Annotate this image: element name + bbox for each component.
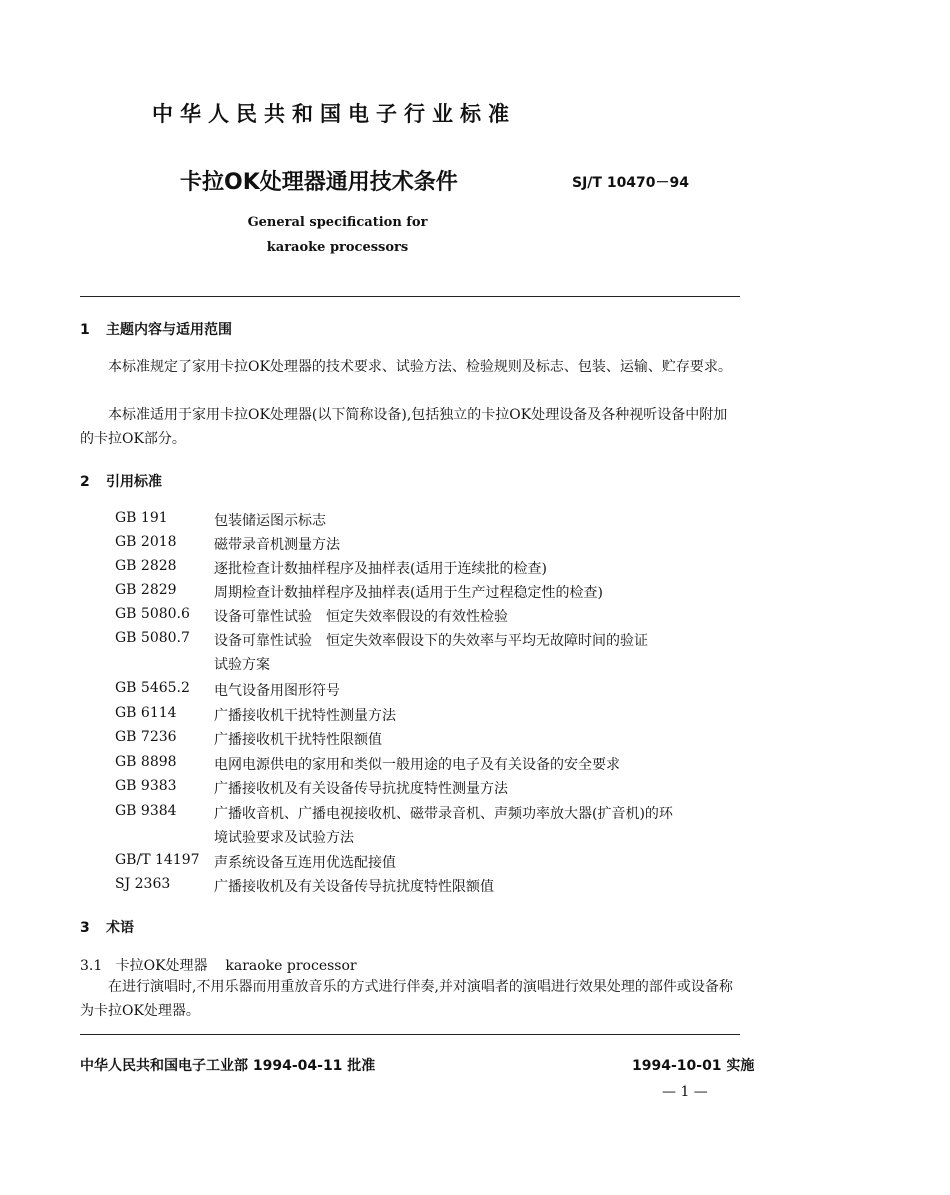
reference-code: GB 5080.7 <box>115 630 190 646</box>
reference-code: GB 7236 <box>115 729 177 745</box>
reference-code: GB 9383 <box>115 778 177 794</box>
reference-code: GB 5080.6 <box>115 606 190 622</box>
reference-title: 广播收音机、广播电视接收机、磁带录音机、声频功率放大器(扩音机)的环 <box>214 806 673 822</box>
reference-code: GB 9384 <box>115 803 177 819</box>
reference-title: 广播接收机干扰特性限额值 <box>214 732 382 748</box>
section-number: 1 <box>80 322 90 338</box>
section-number: 3 <box>80 920 90 936</box>
reference-code: GB/T 14197 <box>115 852 200 868</box>
section-title: 主题内容与适用范围 <box>106 322 232 338</box>
section-number: 2 <box>80 474 90 490</box>
reference-title-continuation: 境试验要求及试验方法 <box>214 830 354 846</box>
reference-title: 广播接收机及有关设备传导抗扰度特性测量方法 <box>214 781 508 797</box>
section-2-heading <box>80 471 162 491</box>
reference-code: GB 6114 <box>115 705 177 721</box>
reference-title: 广播接收机及有关设备传导抗扰度特性限额值 <box>214 879 494 895</box>
reference-code: SJ 2363 <box>115 876 171 892</box>
approval-statement: 中华人民共和国电子工业部 1994-04-11 批准 <box>80 1058 376 1074</box>
reference-code: GB 191 <box>115 510 168 526</box>
reference-title: 设备可靠性试验 恒定失效率假设的有效性检验 <box>214 609 508 625</box>
organization-title: 中华人民共和国电子行业标准 <box>152 102 516 126</box>
header-divider <box>80 296 740 297</box>
footer-divider <box>80 1034 740 1035</box>
reference-title-continuation: 试验方案 <box>214 657 270 673</box>
term-number: 3.1 <box>80 958 103 974</box>
english-title-line-1: General specification for <box>247 215 428 230</box>
reference-title: 周期检查计数抽样程序及抽样表(适用于生产过程稳定性的检查) <box>214 585 603 601</box>
reference-title: 设备可靠性试验 恒定失效率假设下的失效率与平均无故障时间的验证 <box>214 633 648 649</box>
section-title: 引用标准 <box>106 474 162 490</box>
reference-title: 电网电源供电的家用和类似一般用途的电子及有关设备的安全要求 <box>214 757 620 773</box>
page-number: — 1 — <box>662 1084 708 1100</box>
reference-title: 逐批检查计数抽样程序及抽样表(适用于连续批的检查) <box>214 561 547 577</box>
reference-title: 声系统设备互连用优选配接值 <box>214 855 396 871</box>
section-1-heading <box>80 319 232 339</box>
term-chinese: 卡拉OK处理器 <box>115 958 208 974</box>
reference-title: 包装储运图示标志 <box>214 513 326 529</box>
document-number: SJ/T 10470－94 <box>572 175 690 191</box>
reference-code: GB 5465.2 <box>115 680 190 696</box>
term-definition: 在进行演唱时,不用乐器而用重放音乐的方式进行伴奏,并对演唱者的演唱进行效果处理的部件或设备称为卡拉OK处理器。 <box>80 979 733 1019</box>
reference-code: GB 2829 <box>115 582 177 598</box>
section-1-paragraph-2: 本标准适用于家用卡拉OK处理器(以下简称设备),包括独立的卡拉OK处理设备及各种视听设备中附加的卡拉OK部分。 <box>80 407 728 447</box>
section-3-heading <box>80 917 134 937</box>
reference-code: GB 2018 <box>115 534 177 550</box>
reference-title: 磁带录音机测量方法 <box>214 537 340 553</box>
reference-title: 电气设备用图形符号 <box>214 683 340 699</box>
section-title: 术语 <box>106 920 134 936</box>
term-heading <box>80 955 357 975</box>
section-1-paragraph-1: 本标准规定了家用卡拉OK处理器的技术要求、试验方法、检验规则及标志、包装、运输、贮存要求。 <box>108 359 732 375</box>
term-english: karaoke processor <box>225 958 357 974</box>
reference-code: GB 2828 <box>115 558 177 574</box>
reference-title: 广播接收机干扰特性测量方法 <box>214 708 396 724</box>
english-title-line-2: karaoke processors <box>266 240 409 255</box>
implementation-date: 1994-10-01 实施 <box>632 1058 755 1074</box>
reference-code: GB 8898 <box>115 754 177 770</box>
document-title: 卡拉OK处理器通用技术条件 <box>180 170 458 195</box>
